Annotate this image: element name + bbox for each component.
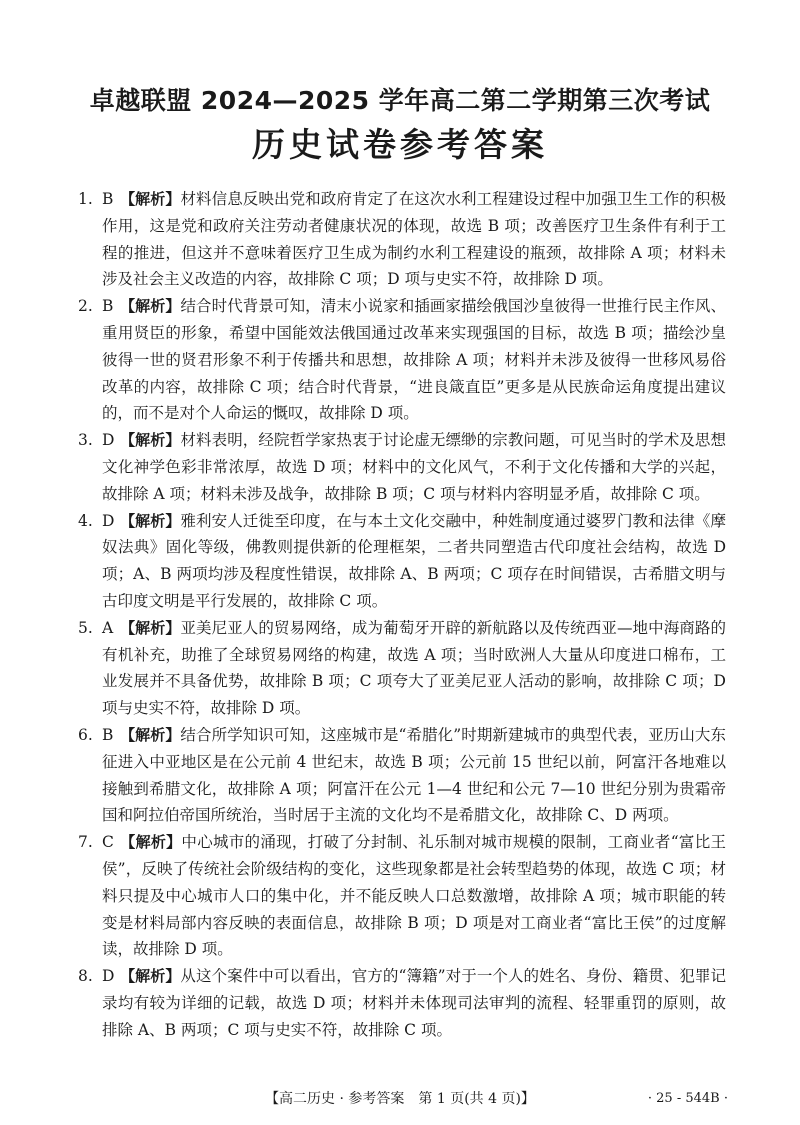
analysis-text: 从这个案件中可以看出，官方的“簿籍”对于一个人的姓名、身份、籍贯、犯罪记录均有较为详细的记载，故选 D 项；材料并未体现司法审判的流程、轻罪重罚的原则，故排除 A、B 两项；C 项与史实不符，故排除 C 项。 bbox=[102, 967, 726, 1039]
footer-page-info: 【高二历史 · 参考答案 第 1 页(共 4 页)】 bbox=[265, 1091, 535, 1107]
question-number: 2. bbox=[78, 297, 93, 316]
answer-item-5 bbox=[78, 615, 726, 722]
answer-letter: B bbox=[102, 297, 114, 316]
answer-item-3 bbox=[78, 427, 726, 507]
analysis-tag: 【解析】 bbox=[120, 618, 181, 637]
answer-item-2 bbox=[78, 293, 726, 427]
question-number: 7. bbox=[78, 833, 93, 852]
question-number: 6. bbox=[78, 725, 93, 744]
footer-exam-code: · 25 - 544B · bbox=[647, 1091, 728, 1106]
question-number: 4. bbox=[78, 511, 93, 530]
answer-item-6 bbox=[78, 722, 726, 829]
answer-item-4 bbox=[78, 508, 726, 615]
question-number: 3. bbox=[78, 431, 93, 450]
answer-letter: D bbox=[102, 511, 115, 530]
analysis-text: 中心城市的涌现，打破了分封制、礼乐制对城市规模的限制，工商业者“富比王侯”，反映了传统社会阶级结构的变化，这些现象都是社会转型趋势的体现，故选 C 项；材料只提及中心城市人口的集中化，并不能反映人口总数激增，故排除 A 项；城市职能的转变是材料局部内容反映的表面信息，故排除 B 项；D 项是对工商业者“富比王侯”的过度解读，故排除 D 项。 bbox=[102, 833, 726, 959]
answer-letter: B bbox=[102, 725, 114, 744]
question-number: 8. bbox=[78, 967, 93, 986]
analysis-text: 结合时代背景可知，清末小说家和插画家描绘俄国沙皇彼得一世推行民主作风、重用贤臣的形象，希望中国能效法俄国通过改革来实现强国的目标，故选 B 项；描绘沙皇彼得一世的贤君形象不利于传播共和思想，故排除 A 项；材料并未涉及彼得一世移风易俗改革的内容，故排除 C 项；结合时代背景，“进良箴直臣”更多是从民族命运角度提出建议的，而不是对个人命运的慨叹，故排除 D 项。 bbox=[102, 297, 726, 423]
analysis-text: 材料表明，经院哲学家热衷于讨论虚无缥缈的宗教问题，可见当时的学术及思想文化神学色彩非常浓厚，故选 D 项；材料中的文化风气，不利于文化传播和大学的兴起，故排除 A 项；材料未涉及战争，故排除 B 项；C 项与材料内容明显矛盾，故排除 C 项。 bbox=[102, 431, 726, 503]
analysis-tag: 【解析】 bbox=[120, 833, 182, 852]
answer-item-8 bbox=[78, 963, 726, 1043]
answer-letter: A bbox=[102, 618, 114, 637]
exam-title: 卓越联盟 2024—2025 学年高二第二学期第三次考试 bbox=[89, 86, 711, 115]
answer-letter: B bbox=[102, 190, 114, 208]
analysis-text: 亚美尼亚人的贸易网络，成为葡萄牙开辟的新航路以及传统西亚—地中海商路的有机补充，助推了全球贸易网络的构建，故选 A 项；当时欧洲人大量从印度进口棉布，工业发展并不具备优势，故排除 B 项；C 项夸大了亚美尼亚人活动的影响，故排除 C 项；D 项与史实不符，故排除 D 项。 bbox=[102, 618, 726, 718]
question-number: 5. bbox=[78, 618, 93, 637]
analysis-tag: 【解析】 bbox=[120, 511, 181, 530]
analysis-tag: 【解析】 bbox=[120, 725, 181, 744]
analysis-tag: 【解析】 bbox=[120, 967, 181, 986]
analysis-text: 材料信息反映出党和政府肯定了在这次水利工程建设过程中加强卫生工作的积极作用，这是党和政府关注劳动者健康状况的体现，故选 B 项；改善医疗卫生条件有利于工程的推进，但这并不意味着医疗卫生成为制约水利工程建设的瓶颈，故排除 A 项；材料未涉及社会主义改造的内容，故排除 C 项；D 项与史实不符，故排除 D 项。 bbox=[102, 190, 726, 289]
answer-letter: D bbox=[102, 967, 115, 986]
answer-item-7 bbox=[78, 829, 726, 963]
page-footer bbox=[0, 1087, 800, 1111]
answer-letter: C bbox=[102, 833, 114, 852]
question-number: 1. bbox=[78, 190, 93, 208]
analysis-tag: 【解析】 bbox=[120, 190, 181, 208]
answer-item-1 bbox=[78, 186, 726, 293]
answer-list bbox=[78, 186, 726, 1044]
analysis-text: 结合所学知识可知，这座城市是“希腊化”时期新建城市的典型代表，亚历山大东征进入中亚地区是在公元前 4 世纪末，故选 B 项；公元前 15 世纪以前，阿富汗各地难以接触到希腊文化，故排除 A 项；阿富汗在公元 1—4 世纪和公元 7—10 世纪分别为贵霜帝国和阿拉伯帝国所统治，当时居于主流的文化均不是希腊文化，故排除 C、D 两项。 bbox=[102, 725, 726, 825]
analysis-tag: 【解析】 bbox=[120, 297, 181, 316]
analysis-tag: 【解析】 bbox=[120, 431, 181, 450]
analysis-text: 雅利安人迁徙至印度，在与本土文化交融中，种姓制度通过婆罗门教和法律《摩奴法典》固化等级，佛教则提供新的伦理框架，二者共同塑造古代印度社会结构，故选 D 项；A、B 两项均涉及程度性错误，故排除 A、B 两项；C 项存在时间错误，古希腊文明与古印度文明是平行发展的，故排除 C 项。 bbox=[102, 511, 726, 610]
document-subtitle: 历史试卷参考答案 bbox=[252, 125, 548, 164]
answer-letter: D bbox=[102, 431, 115, 450]
